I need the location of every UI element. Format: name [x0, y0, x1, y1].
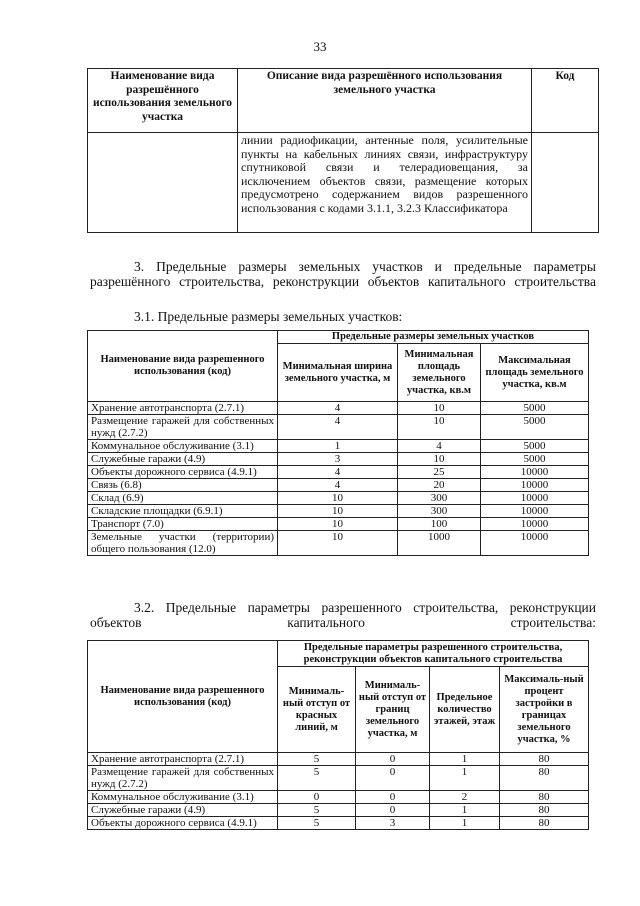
cell-min-area: 1000 — [398, 531, 481, 556]
cell-min-area: 10 — [398, 402, 481, 415]
cell-use-name: Склад (6.9) — [88, 492, 278, 505]
cell-min-width: 3 — [278, 453, 398, 466]
cell-min-width: 4 — [278, 415, 398, 440]
cell-max-area: 5000 — [481, 440, 589, 453]
cell-max-area: 5000 — [481, 415, 589, 440]
cell-min-width: 4 — [278, 466, 398, 479]
cell-coverage: 80 — [500, 753, 589, 766]
cell-use-name: Размещение гаражей для собственных нужд (2.7.2) — [88, 766, 278, 791]
cell-use-name: Транспорт (7.0) — [88, 518, 278, 531]
cell-min-width: 10 — [278, 492, 398, 505]
header-coverage: Максималь-ный процент застройки в границах земельного участка, % — [500, 667, 589, 753]
header-red-lines-setback: Минималь-ный отступ от красных линий, м — [278, 667, 356, 753]
cell-max-area: 5000 — [481, 402, 589, 415]
table-row — [88, 479, 589, 492]
cell-use-name: Хранение автотранспорта (2.7.1) — [88, 753, 278, 766]
cell-boundary-setback: 3 — [356, 817, 430, 830]
cell-use-name: Объекты дорожного сервиса (4.9.1) — [88, 466, 278, 479]
cell-red-lines-setback: 5 — [278, 804, 356, 817]
section-3-heading: 3. Предельные размеры земельных участков и предельные параметры разрешённого строительства, реконструкции объектов капитального строительства — [90, 259, 596, 289]
cell-max-area: 10000 — [481, 531, 589, 556]
table-row — [88, 440, 589, 453]
header-size-group: Предельные размеры земельных участков — [278, 331, 589, 344]
land-plot-size-table — [87, 330, 589, 556]
header-use-name: Наименование вида разрешённого использования земельного участка — [88, 69, 238, 133]
cell-use-name: Размещение гаражей для собственных нужд (2.7.2) — [88, 415, 278, 440]
cell-use-name: Земельные участки (территории) общего пользования (12.0) — [88, 531, 278, 556]
construction-parameters-table — [87, 640, 589, 830]
cell-min-width: 10 — [278, 531, 398, 556]
cell-use-name: Связь (6.8) — [88, 479, 278, 492]
cell-use-name: Хранение автотранспорта (2.7.1) — [88, 402, 278, 415]
cell-min-area: 25 — [398, 466, 481, 479]
cell-max-area: 10000 — [481, 466, 589, 479]
cell-min-area: 10 — [398, 453, 481, 466]
cell-min-width: 10 — [278, 505, 398, 518]
cell-max-area: 10000 — [481, 479, 589, 492]
table-row — [88, 505, 589, 518]
cell-use-name: Складские площадки (6.9.1) — [88, 505, 278, 518]
header-min-width: Минимальная ширина земельного участка, м — [278, 344, 398, 402]
cell-min-area: 300 — [398, 505, 481, 518]
header-max-area: Максимальная площадь земельного участка, кв.м — [481, 344, 589, 402]
cell-floors: 1 — [430, 804, 500, 817]
cell-min-area: 10 — [398, 415, 481, 440]
cell-use-name: Коммунальное обслуживание (3.1) — [88, 791, 278, 804]
table-row — [88, 804, 589, 817]
page-number: 33 — [313, 39, 327, 54]
table-row — [88, 531, 589, 556]
cell-max-area: 10000 — [481, 492, 589, 505]
table-row — [88, 492, 589, 505]
cell-empty — [88, 133, 238, 233]
cell-min-area: 300 — [398, 492, 481, 505]
section-3-2-heading: 3.2. Предельные параметры разрешенного строительства, реконструкции объектов капитального строительства: — [90, 600, 596, 630]
cell-red-lines-setback: 5 — [278, 766, 356, 791]
cell-boundary-setback: 0 — [356, 791, 430, 804]
header-code: Код — [532, 69, 599, 133]
cell-min-area: 100 — [398, 518, 481, 531]
header-use-name: Наименование вида разрешенного использования (код) — [88, 331, 278, 402]
table-row — [88, 402, 589, 415]
cell-coverage: 80 — [500, 817, 589, 830]
cell-min-width: 1 — [278, 440, 398, 453]
cell-floors: 2 — [430, 791, 500, 804]
cell-use-name: Коммунальное обслуживание (3.1) — [88, 440, 278, 453]
land-use-description-table — [87, 68, 599, 233]
header-use-description: Описание вида разрешённого использования земельного участка — [238, 69, 532, 133]
table-row — [88, 453, 589, 466]
table-row — [88, 753, 589, 766]
cell-coverage: 80 — [500, 791, 589, 804]
table-row — [88, 817, 589, 830]
cell-use-name: Служебные гаражи (4.9) — [88, 453, 278, 466]
cell-min-width: 10 — [278, 518, 398, 531]
table-row — [88, 466, 589, 479]
table-row — [88, 415, 589, 440]
header-min-area: Минимальная площадь земельного участка, кв.м — [398, 344, 481, 402]
header-params-group: Предельные параметры разрешенного строительства, реконструкции объектов капитального строительства — [278, 641, 589, 667]
cell-coverage: 80 — [500, 804, 589, 817]
header-floors: Предельное количество этажей, этаж — [430, 667, 500, 753]
cell-max-area: 10000 — [481, 505, 589, 518]
section-3-1-heading: 3.1. Предельные размеры земельных участков: — [134, 309, 403, 324]
cell-use-name: Служебные гаражи (4.9) — [88, 804, 278, 817]
cell-description: линии радиофикации, антенные поля, усилительные пункты на кабельных линиях связи, инфраструктуру спутниковой связи и телерадиовещания, за исключением объектов связи, размещение которых предусмотрено содержанием видов разрешенного использования с кодами 3.1.1, 3.2.3 Классификатора — [238, 133, 532, 233]
cell-boundary-setback: 0 — [356, 766, 430, 791]
cell-boundary-setback: 0 — [356, 753, 430, 766]
cell-red-lines-setback: 5 — [278, 753, 356, 766]
table-row — [88, 518, 589, 531]
cell-red-lines-setback: 0 — [278, 791, 356, 804]
cell-min-area: 20 — [398, 479, 481, 492]
cell-red-lines-setback: 5 — [278, 817, 356, 830]
cell-floors: 1 — [430, 817, 500, 830]
table-row — [88, 791, 589, 804]
cell-max-area: 5000 — [481, 453, 589, 466]
cell-coverage: 80 — [500, 766, 589, 791]
cell-use-name: Объекты дорожного сервиса (4.9.1) — [88, 817, 278, 830]
cell-floors: 1 — [430, 753, 500, 766]
header-use-name: Наименование вида разрешенного использования (код) — [88, 641, 278, 753]
cell-max-area: 10000 — [481, 518, 589, 531]
cell-floors: 1 — [430, 766, 500, 791]
cell-min-width: 4 — [278, 479, 398, 492]
cell-boundary-setback: 0 — [356, 804, 430, 817]
cell-code — [532, 133, 599, 233]
table-row — [88, 766, 589, 791]
cell-min-area: 4 — [398, 440, 481, 453]
header-boundary-setback: Минималь-ный отступ от границ земельного участка, м — [356, 667, 430, 753]
cell-min-width: 4 — [278, 402, 398, 415]
